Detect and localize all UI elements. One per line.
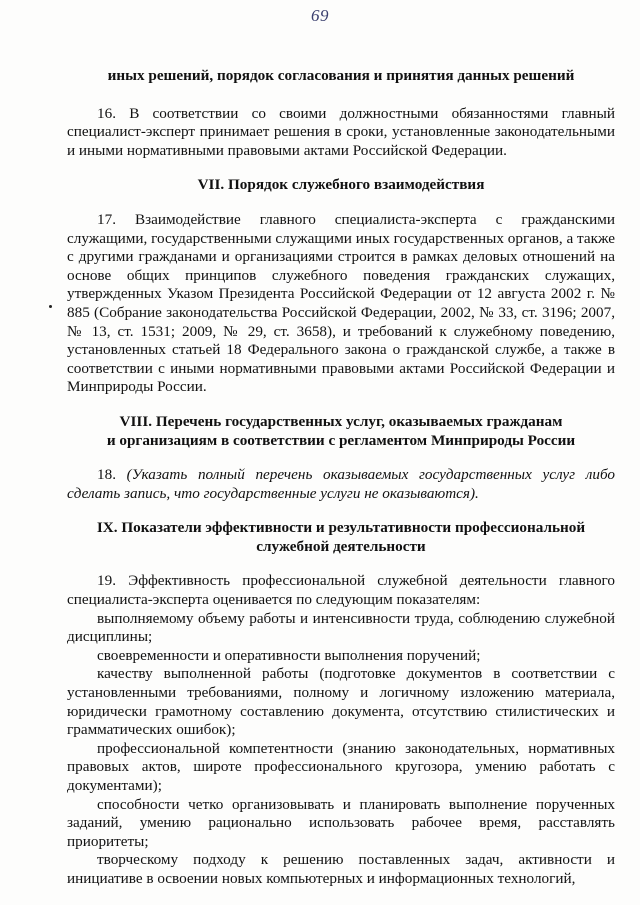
section-8-heading-line2: и организациям в соответствии с регламентом Минприроды России [106, 431, 576, 449]
paragraph-16: 16. В соответствии со своими должностными обязанностями главный специалист-эксперт принимает решения в сроки, установленные законодательными и иными нормативными правовыми актами Российской Федерации. [67, 104, 615, 159]
section-9-heading-line1: IX. Показатели эффективности и результативности профессиональной [96, 519, 586, 537]
paragraph-18-text: (Указать полный перечень оказываемых государственных услуг либо сделать запись, что государственные услуги не оказываются). [67, 466, 615, 502]
continued-section-heading: иных решений, порядок согласования и принятия данных решений [107, 67, 575, 84]
indicator-item: способности четко организовывать и планировать выполнение порученных заданий, умению рационально использовать рабочее время, расставлять приоритеты; [67, 795, 615, 850]
paragraph-19: 19. Эффективность профессиональной служебной деятельности главного специалиста-эксперта оценивается по следующим показателям: [67, 572, 615, 609]
paragraph-17: 17. Взаимодействие главного специалиста-эксперта с гражданскими служащими, государственными служащими иных государственных органов, а также с другими гражданами и организациями строится в рамках деловых отношений на основе общих принципов служебного поведения гражданских служащих, утвержденных Указом Президента Российской Федерации от 12 августа 2002 г. № 885 (Собрание законодательства Российской Федерации, 2002, № 33, ст. 3196; 2007, № 13, ст. 1531; 2009, № 29, ст. 3658), и требований к служебному поведению, установленных статьей 18 Федерального закона о гражданской службе, а также в соответствии с иными нормативными правовыми актами Российской Федерации и Минприроды России. [67, 210, 615, 396]
handwritten-page-number: 69 [311, 6, 329, 25]
section-8-heading-line1: VIII. Перечень государственных услуг, оказываемых гражданам [119, 412, 563, 430]
margin-dot-mark [49, 305, 52, 308]
indicator-item: качеству выполненной работы (подготовке документов в соответствии с установленными требованиями, полному и логичному изложению материала, юридически грамотному составлению документа, отсутствию стилистических и грамматических ошибок); [67, 665, 615, 739]
indicator-item: профессиональной компетентности (знанию законодательных, нормативных правовых актов, широте профессионального кругозора, умению работать с документами); [67, 739, 615, 794]
section-9-heading-line2: служебной деятельности [256, 537, 426, 555]
section-7-heading: VII. Порядок служебного взаимодействия [197, 176, 485, 194]
paragraph-18-number: 18. [97, 466, 127, 484]
section-8-heading [67, 413, 615, 450]
section-9-heading [67, 519, 615, 556]
indicator-item: выполняемому объему работы и интенсивности труда, соблюдению служебной дисциплины; [67, 609, 615, 646]
paragraph-18 [67, 466, 615, 503]
indicator-item: своевременности и оперативности выполнения поручений; [97, 646, 481, 664]
document-body [67, 65, 615, 889]
indicator-item: творческому подходу к решению поставленных задач, активности и инициативе в освоении новых компьютерных и информационных технологий, [67, 851, 615, 887]
